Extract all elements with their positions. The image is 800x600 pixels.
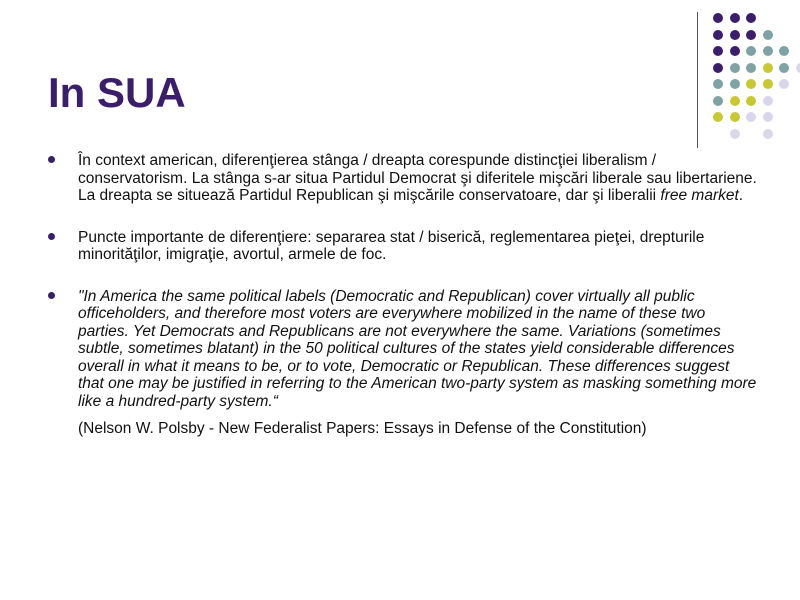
bullet-text-end: .: [738, 187, 744, 204]
bullet-dot-icon: [48, 233, 55, 240]
bullet-text: Puncte importante de diferenţiere: separarea stat / biserică, reglementarea pieţei, drepturile minorităţilor, imigraţie, avortul, armele de foc.: [78, 228, 705, 263]
decorative-dot: [763, 79, 773, 89]
decorative-dot: [746, 30, 756, 40]
decorative-dot: [796, 63, 800, 73]
bullet-dot-icon: [48, 292, 55, 299]
decorative-dot: [730, 46, 740, 56]
bullet-italic-term: free market: [660, 187, 739, 204]
decorative-dot: [713, 96, 723, 106]
decorative-dot: [730, 129, 740, 139]
decorative-dot: [730, 63, 740, 73]
decorative-dot: [713, 46, 723, 56]
decorative-dot: [763, 129, 773, 139]
slide-body: [48, 152, 758, 438]
decorative-dot: [779, 79, 789, 89]
decorative-dot: [746, 112, 756, 122]
decorative-dot: [746, 46, 756, 56]
decorative-dot: [779, 46, 789, 56]
decorative-dot: [763, 112, 773, 122]
decorative-dot: [713, 63, 723, 73]
quote-text: "In America the same political labels (Democratic and Republican) cover virtually all public officeholders, and therefore most voters are everywhere mobilized in the name of these two parties. Yet Democrats and Republicans are not everywhere the same. Variations (sometimes subtle, sometimes blatant) in the 50 political cultures of the states yield considerable differences overall in what it means to be, or to vote, Democratic or Republican. These differences suggest that one may be justified in referring to the American two-party system as masking something more like a hundred-party system.“: [78, 287, 757, 410]
decorative-dot: [730, 13, 740, 23]
decorative-dot: [763, 63, 773, 73]
decorative-dot: [730, 30, 740, 40]
bullet-item: [48, 152, 758, 205]
decorative-dot: [730, 79, 740, 89]
slide-title: In SUA: [48, 69, 186, 116]
bullet-item-quote: [48, 288, 758, 411]
decorative-dot: [730, 96, 740, 106]
decorative-dot: [713, 30, 723, 40]
decorative-dot: [763, 96, 773, 106]
decorative-dot: [746, 79, 756, 89]
decorative-dot: [730, 112, 740, 122]
quote-citation: (Nelson W. Polsby - New Federalist Papers: Essays in Defense of the Constitution): [78, 420, 647, 437]
decorative-dot: [713, 13, 723, 23]
decorative-dot: [763, 30, 773, 40]
decorative-dot: [713, 79, 723, 89]
decorative-dot: [746, 13, 756, 23]
decorative-dot: [746, 63, 756, 73]
bullet-dot-icon: [48, 156, 55, 163]
bullet-text: În context american, diferenţierea stânga / dreapta corespunde distincţiei liberalism / conservatorism. La stânga s-ar situa Partidul Democrat şi diferitele mişcări liberale sau libertariene. La dreapta se situează Partidul Republican şi mişcările conservatoare, dar şi liberalii: [78, 152, 757, 204]
decorative-dot: [779, 63, 789, 73]
decorative-divider-line: [697, 12, 698, 148]
decorative-dot: [713, 112, 723, 122]
decorative-dot: [763, 46, 773, 56]
decorative-dot: [746, 96, 756, 106]
bullet-item: [48, 229, 758, 264]
